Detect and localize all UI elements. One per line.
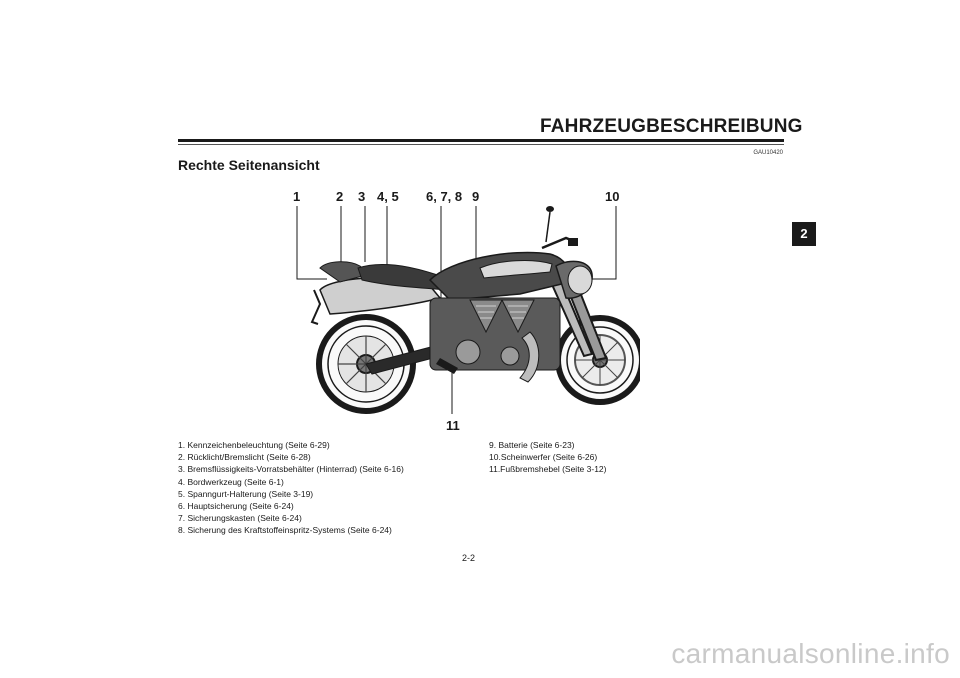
callout-10: 10 — [605, 189, 620, 204]
legend-item: 9. Batterie (Seite 6-23) — [489, 440, 575, 450]
legend-item: 5. Spanngurt-Halterung (Seite 3-19) — [178, 488, 314, 499]
legend-item: 1. Kennzeichenbeleuchtung (Seite 6-29) — [178, 440, 330, 450]
callout-3: 3 — [358, 189, 366, 204]
legend-item: 8. Sicherung des Kraftstoffeinspritz-Systems (Seite 6-24) — [178, 525, 392, 536]
page-number: 2-2 — [462, 553, 476, 563]
legend-item: 3. Bremsflüssigkeits-Vorratsbehälter (Hinterrad) (Seite 6-16) — [178, 464, 404, 475]
header-rule — [178, 139, 784, 142]
legend-item: 6. Hauptsicherung (Seite 6-24) — [178, 501, 294, 512]
section-heading: Rechte Seitenansicht — [178, 157, 320, 173]
legend-list-left — [178, 439, 404, 537]
legend-item: 2. Rücklicht/Bremslicht (Seite 6-28) — [178, 452, 311, 463]
legend-item: 4. Bordwerkzeug (Seite 6-1) — [178, 476, 284, 487]
callout-11: 11 — [446, 418, 460, 433]
document-code: GAU10420 — [753, 150, 783, 156]
legend-list-right — [489, 439, 606, 476]
callout-6-7-8: 6, 7, 8 — [426, 189, 463, 204]
page-header-title: FAHRZEUGBESCHREIBUNG — [540, 116, 803, 137]
callout-2: 2 — [336, 189, 344, 204]
legend-item: 10.Scheinwerfer (Seite 6-26) — [489, 452, 598, 463]
callout-4-5: 4, 5 — [377, 189, 399, 204]
headlight — [568, 266, 592, 294]
header-rule-thin — [178, 144, 784, 145]
legend-item: 11.Fußbremshebel (Seite 3-12) — [489, 464, 607, 475]
callout-1: 1 — [293, 189, 301, 204]
legend-item: 7. Sicherungskasten (Seite 6-24) — [178, 513, 302, 524]
chapter-tab: 2 — [792, 222, 816, 246]
watermark-text: carmanualsonline.info — [671, 638, 950, 669]
callout-9: 9 — [472, 189, 480, 204]
motorcycle-right-side-illustration — [280, 182, 640, 437]
